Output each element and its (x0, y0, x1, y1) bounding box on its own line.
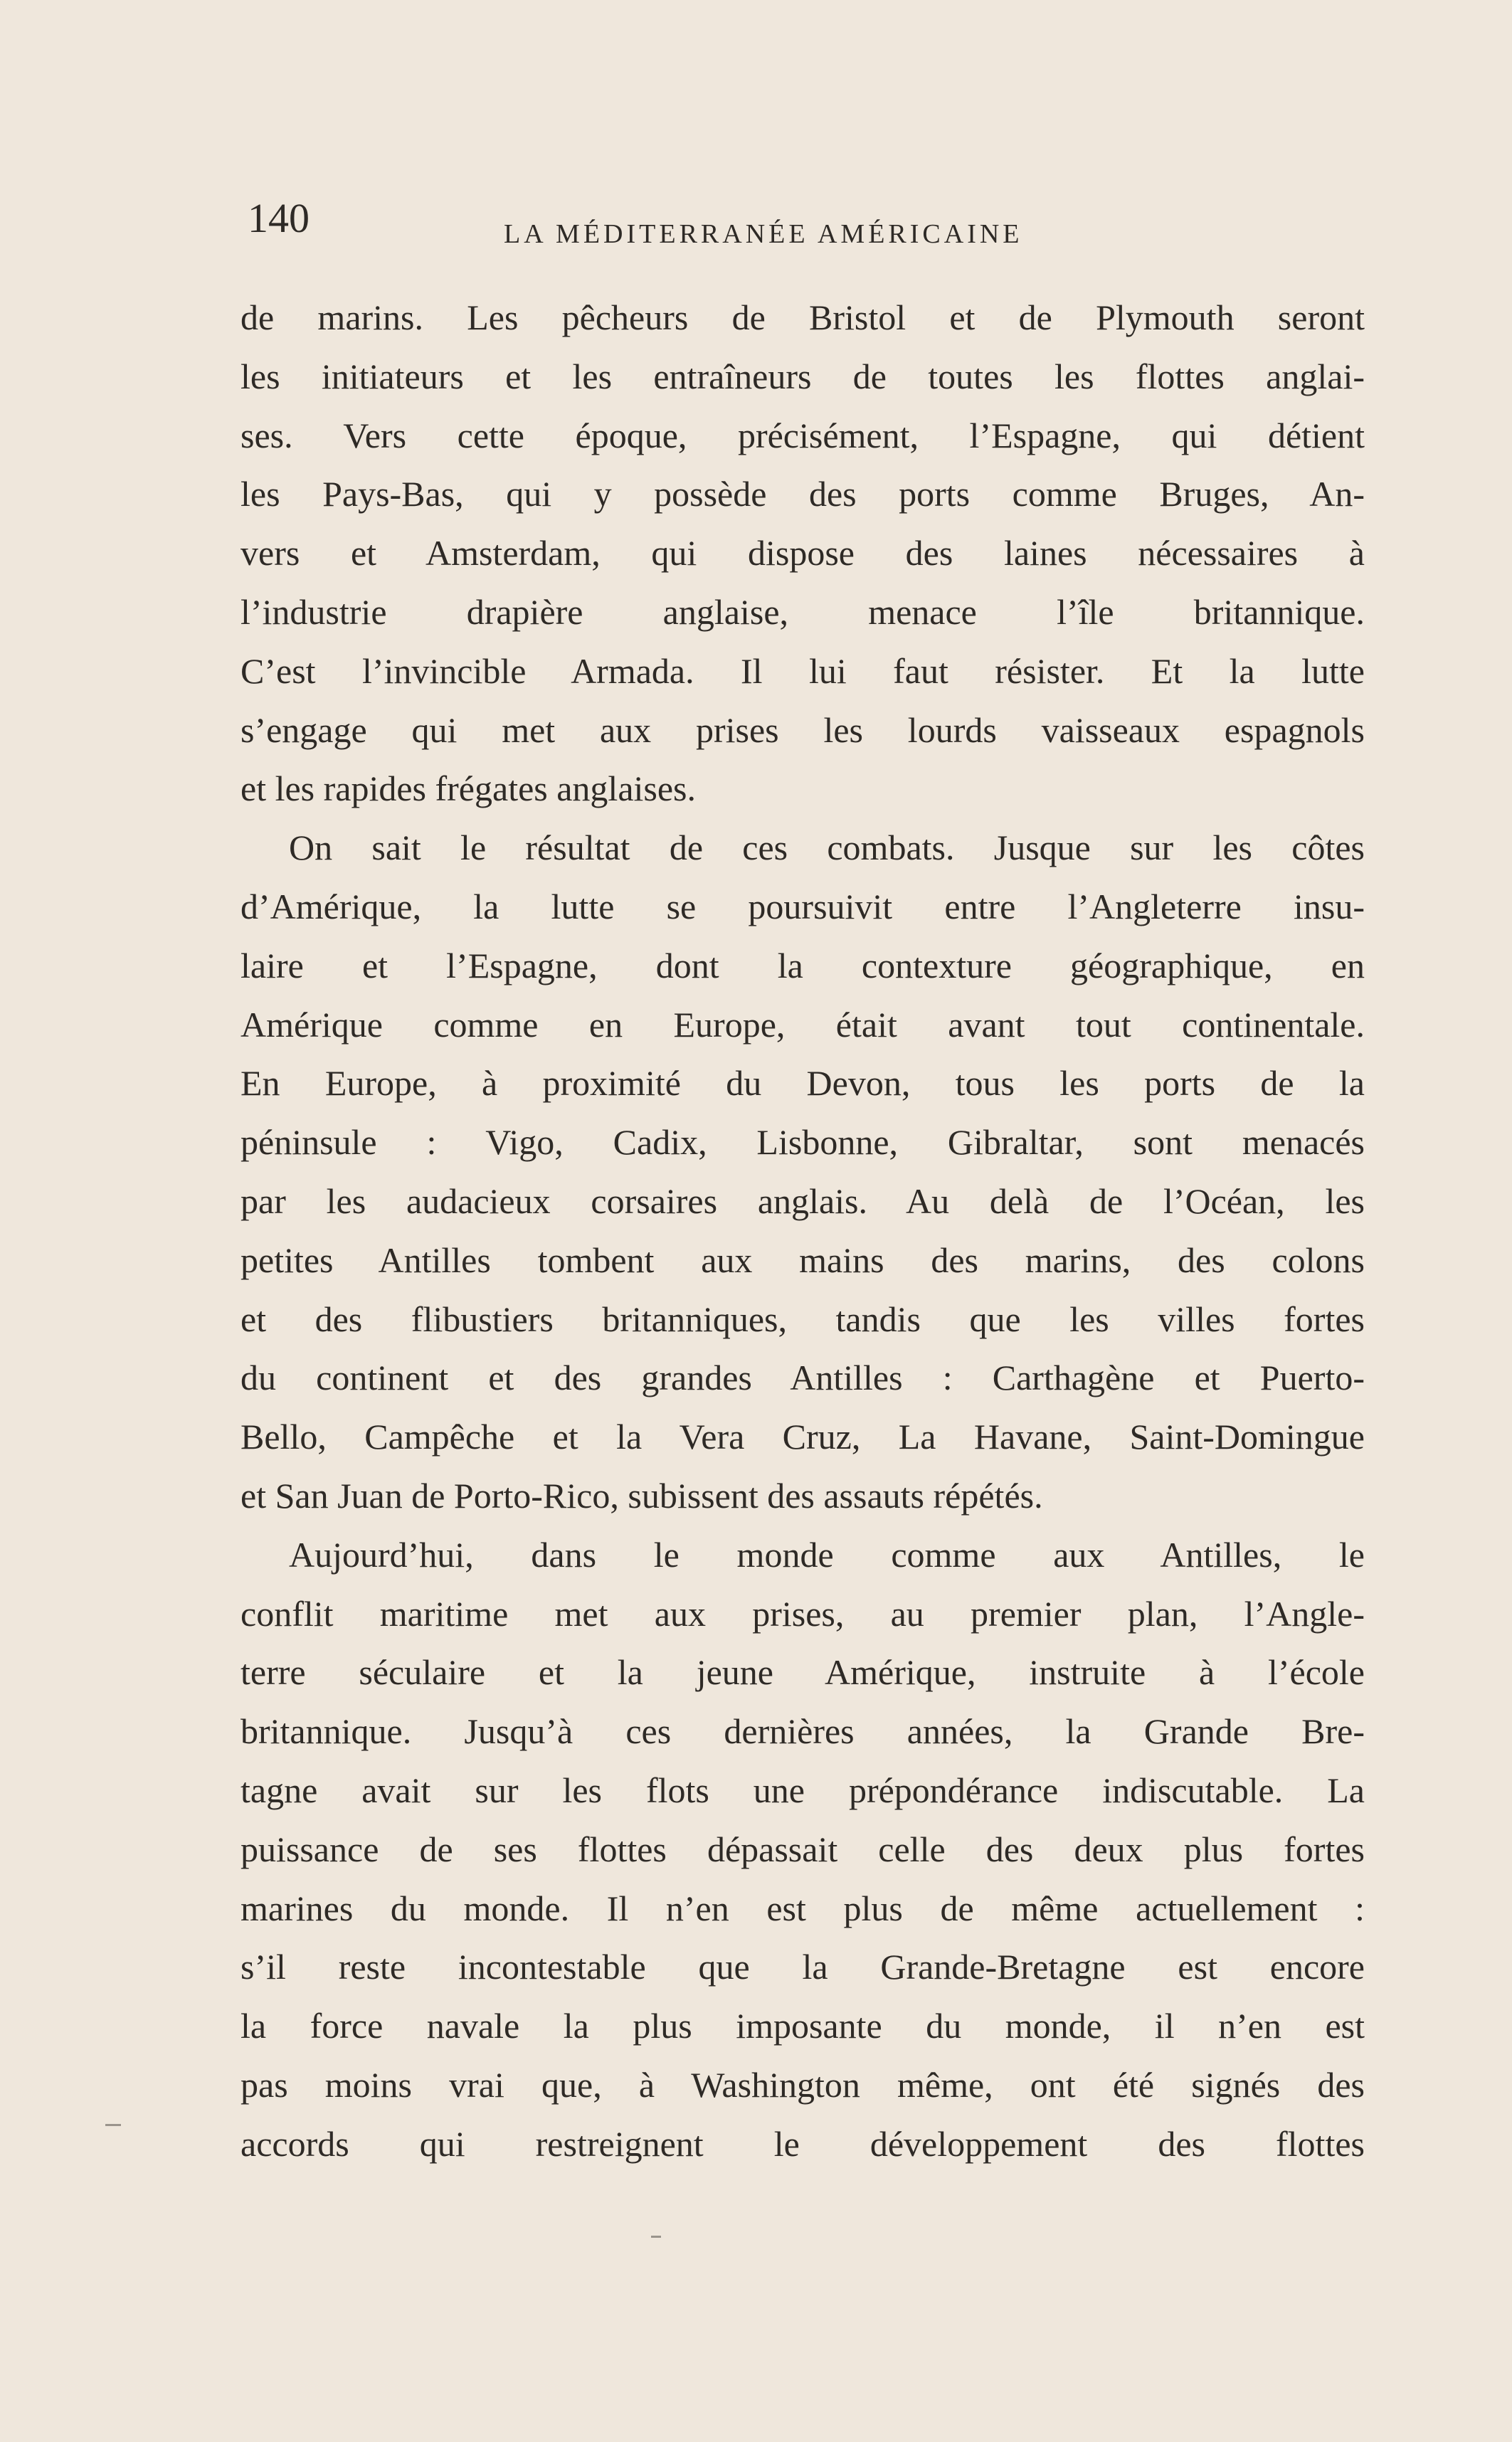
text-line: britannique. Jusqu’à ces dernières années, la Grande Bre- (240, 1711, 1365, 1752)
text-line: par les audacieux corsaires anglais. Au delà de l’Océan, les (240, 1180, 1365, 1221)
text-line: Bello, Campêche et la Vera Cruz, La Havane, Saint-Domingue (240, 1417, 1365, 1457)
text-line: s’il reste incontestable que la Grande-Bretagne est encore (240, 1947, 1365, 1987)
text-line: petites Antilles tombent aux mains des marins, des colons (240, 1240, 1365, 1280)
text-line: marines du monde. Il n’en est plus de même actuellement : (240, 1888, 1365, 1928)
text-line: la force navale la plus imposante du monde, il n’en est (240, 2006, 1365, 2046)
text-line: puissance de ses flottes dépassait celle des deux plus fortes (240, 1829, 1365, 1869)
text-line: et des flibustiers britanniques, tandis que les villes fortes (240, 1299, 1365, 1339)
text-line: conflit maritime met aux prises, au premier plan, l’Angle- (240, 1593, 1365, 1634)
text-line: et les rapides frégates anglaises. (240, 768, 697, 809)
text-line: du continent et des grandes Antilles : Carthagène et Puerto- (240, 1358, 1365, 1398)
text-line: les initiateurs et les entraîneurs de toutes les flottes anglai- (240, 356, 1365, 396)
text-line: C’est l’invincible Armada. Il lui faut résister. Et la lutte (240, 650, 1365, 691)
page-number: 140 (248, 195, 310, 241)
text-line: Amérique comme en Europe, était avant tout continentale. (240, 1004, 1365, 1045)
text-line: et San Juan de Porto-Rico, subissent des assauts répétés. (240, 1475, 1043, 1516)
text-line: péninsule : Vigo, Cadix, Lisbonne, Gibraltar, sont menacés (240, 1122, 1365, 1163)
text-line: de marins. Les pêcheurs de Bristol et de Plymouth seront (240, 297, 1365, 337)
text-line: l’industrie drapière anglaise, menace l’île britannique. (240, 591, 1365, 632)
text-line: ses. Vers cette époque, précisément, l’Espagne, qui détient (240, 415, 1365, 455)
text-line: On sait le résultat de ces combats. Jusque sur les côtes (289, 828, 1365, 868)
text-line: terre séculaire et la jeune Amérique, instruite à l’école (240, 1652, 1365, 1693)
body-text (240, 288, 1365, 2174)
text-line: les Pays-Bas, qui y possède des ports comme Bruges, An- (240, 474, 1365, 514)
text-line: laire et l’Espagne, dont la contexture géographique, en (240, 945, 1365, 985)
text-line: accords qui restreignent le développement des flottes (240, 2123, 1365, 2164)
text-line: d’Amérique, la lutte se poursuivit entre l’Angleterre insu- (240, 886, 1365, 926)
text-line: Aujourd’hui, dans le monde comme aux Antilles, le (289, 1534, 1365, 1575)
text-line: vers et Amsterdam, qui dispose des laines nécessaires à (240, 533, 1365, 574)
text-line: s’engage qui met aux prises les lourds vaisseaux espagnols (240, 709, 1365, 750)
text-line: pas moins vrai que, à Washington même, ont été signés des (240, 2064, 1365, 2105)
page-header (240, 192, 1365, 256)
text-line: En Europe, à proximité du Devon, tous les ports de la (240, 1063, 1365, 1104)
running-head: LA MÉDITERRANÉE AMÉRICAINE (504, 219, 1023, 249)
text-line: tagne avait sur les flots une prépondérance indiscutable. La (240, 1770, 1365, 1810)
paper-speck (651, 2236, 661, 2238)
paper-speck (105, 2124, 121, 2126)
